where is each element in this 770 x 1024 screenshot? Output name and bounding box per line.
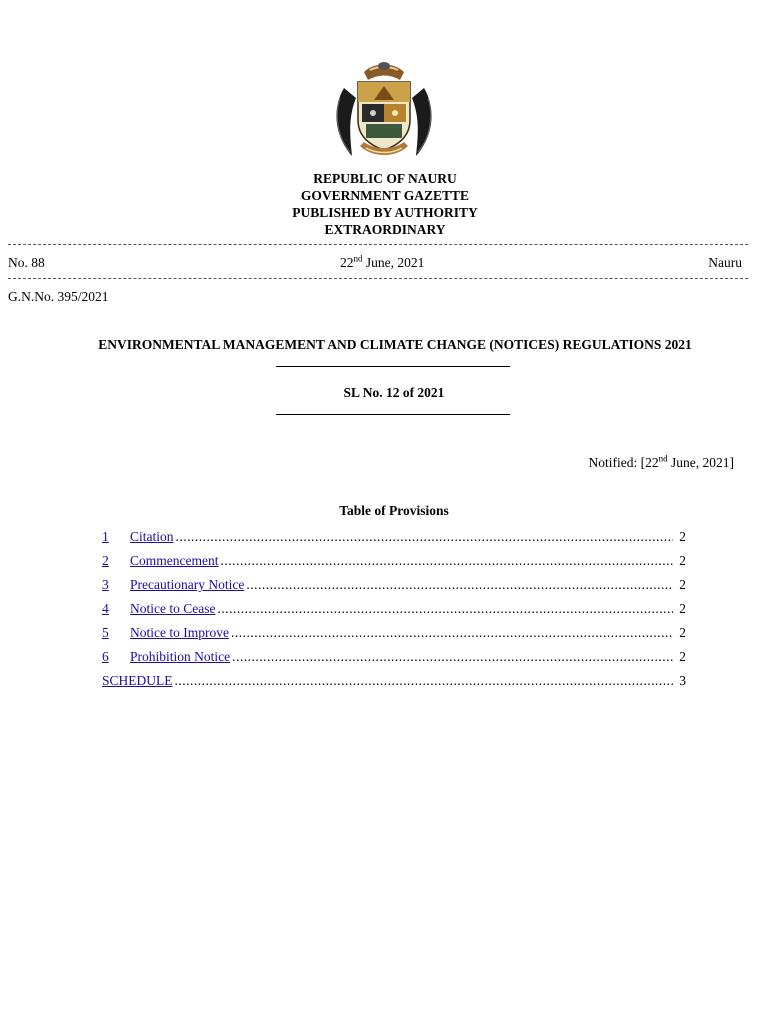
toc-item-link[interactable]: Precautionary Notice <box>130 577 245 592</box>
gazette-masthead <box>0 170 770 238</box>
toc-leader-dots <box>231 625 673 641</box>
toc-item-page: 2 <box>679 601 686 616</box>
masthead-gazette: GOVERNMENT GAZETTE <box>300 188 470 203</box>
toc-item-commencement[interactable] <box>102 553 686 577</box>
toc-item-notice-to-cease[interactable] <box>102 601 686 625</box>
notified-date <box>589 455 735 471</box>
toc-item-notice-to-improve[interactable] <box>102 625 686 649</box>
nauru-coat-of-arms-emblem <box>330 58 438 162</box>
toc-item-citation[interactable] <box>102 529 686 553</box>
toc-leader-dots <box>246 577 673 593</box>
toc-heading: Table of Provisions <box>339 503 449 518</box>
top-dashed-rule <box>8 244 748 245</box>
toc-item-link[interactable]: Prohibition Notice <box>130 649 231 664</box>
masthead-extraordinary: EXTRAORDINARY <box>324 222 446 237</box>
toc-leader-dots <box>176 529 674 545</box>
toc-item-schedule[interactable] <box>102 673 686 697</box>
sl-number: SL No. 12 of 2021 <box>343 385 445 400</box>
notified-suffix: nd <box>658 453 668 464</box>
toc-schedule-page: 3 <box>679 673 686 688</box>
toc-item-precautionary-notice[interactable] <box>102 577 686 601</box>
issue-date-rest: June, 2021 <box>362 255 425 270</box>
notified-prefix: Notified: [22 <box>588 455 659 470</box>
toc-item-link[interactable]: Commencement <box>130 553 219 568</box>
issue-date-suffix: nd <box>353 253 363 264</box>
toc-leader-dots <box>220 553 673 569</box>
toc-item-page: 2 <box>679 649 686 664</box>
toc-item-link[interactable]: Notice to Cease <box>130 601 216 616</box>
toc-item-link[interactable]: Notice to Improve <box>130 625 229 640</box>
toc-leader-dots <box>175 673 674 689</box>
toc-item-number[interactable]: 2 <box>102 553 109 568</box>
toc-item-prohibition-notice[interactable] <box>102 649 686 673</box>
toc-leader-dots <box>217 601 673 617</box>
masthead-republic: REPUBLIC OF NAURU <box>313 171 457 186</box>
table-of-provisions <box>102 529 686 697</box>
toc-item-number[interactable]: 5 <box>102 625 109 640</box>
issue-date <box>340 255 424 271</box>
regulation-title: ENVIRONMENTAL MANAGEMENT AND CLIMATE CHANGE (NOTICES) REGULATIONS 2021 <box>98 337 692 352</box>
masthead-authority: PUBLISHED BY AUTHORITY <box>292 205 478 220</box>
toc-schedule-link[interactable]: SCHEDULE <box>102 673 173 688</box>
issue-number: No. 88 <box>8 255 45 270</box>
toc-item-page: 2 <box>679 529 686 544</box>
title-divider <box>276 366 510 367</box>
gazette-notice-number: G.N.No. 395/2021 <box>8 289 109 304</box>
issue-place: Nauru <box>708 255 742 270</box>
bottom-dashed-rule <box>8 278 748 279</box>
issue-date-day: 22 <box>340 255 354 270</box>
toc-item-page: 2 <box>679 625 686 640</box>
sl-divider <box>276 414 510 415</box>
toc-item-number[interactable]: 4 <box>102 601 109 616</box>
toc-item-page: 2 <box>679 577 686 592</box>
toc-item-page: 2 <box>679 553 686 568</box>
notified-rest: June, 2021] <box>667 455 734 470</box>
toc-leader-dots <box>232 649 673 665</box>
toc-item-number[interactable]: 6 <box>102 649 109 664</box>
toc-item-link[interactable]: Citation <box>130 529 174 544</box>
toc-item-number[interactable]: 3 <box>102 577 109 592</box>
toc-item-number[interactable]: 1 <box>102 529 109 544</box>
